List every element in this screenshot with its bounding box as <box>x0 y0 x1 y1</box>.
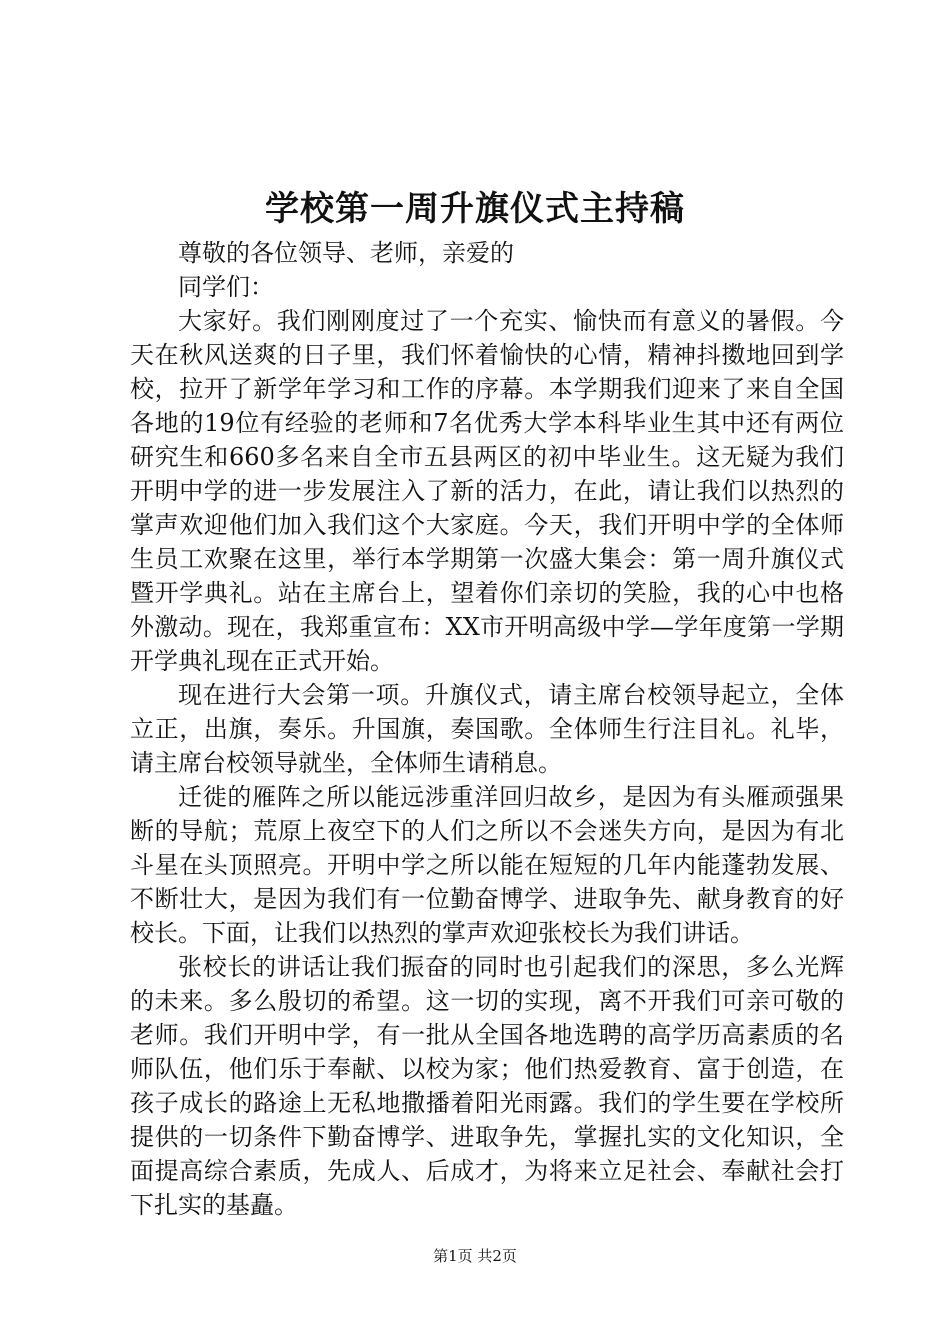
document-body <box>130 236 844 1222</box>
salutation-line-2: 同学们： <box>178 273 274 301</box>
page-footer: 第1页 共2页 <box>433 1247 517 1265</box>
salutation-line-1: 尊敬的各位领导、老师，亲爱的 <box>178 239 514 267</box>
paragraph-flag-raising: 现在进行大会第一项。升旗仪式，请主席台校领导起立，全体立正，出旗，奏乐。升国旗，奏国歌。全体师生行注目礼。礼毕，请主席台校领导就坐，全体师生请稍息。 <box>130 681 844 777</box>
paragraph-principal-intro: 迁徙的雁阵之所以能远涉重洋回归故乡，是因为有头雁顽强果断的导航；荒原上夜空下的人们之所以不会迷失方向，是因为有北斗星在头顶照亮。开明中学之所以能在短短的几年内能蓬勃发展、不断壮大，是因为我们有一位勤奋博学、进取争先、献身教育的好校长。下面，让我们以热烈的掌声欢迎张校长为我们讲话。 <box>130 783 844 947</box>
document-title: 学校第一周升旗仪式主持稿 <box>265 189 685 229</box>
paragraph-teachers: 张校长的讲话让我们振奋的同时也引起我们的深思，多么光辉的未来。多么殷切的希望。这一切的实现，离不开我们可亲可敬的老师。我们开明中学，有一批从全国各地选聘的高学历高素质的名师队伍，他们乐于奉献、以校为家；他们热爱教育、富于创造，在孩子成长的路途上无私地撒播着阳光雨露。我们的学生要在学校所提供的一切条件下勤奋博学、进取争先，掌握扎实的文化知识，全面提高综合素质，先成人、后成才，为将来立足社会、奉献社会打下扎实的基矗。 <box>130 953 844 1219</box>
paragraph-opening: 大家好。我们刚刚度过了一个充实、愉快而有意义的暑假。今天在秋风送爽的日子里，我们怀着愉快的心情，精神抖擞地回到学校，拉开了新学年学习和工作的序幕。本学期我们迎来了来自全国各地的19位有经验的老师和7名优秀大学本科毕业生其中还有两位研究生和660多名来自全市五县两区的初中毕业生。这无疑为我们开明中学的进一步发展注入了新的活力，在此，请让我们以热烈的掌声欢迎他们加入我们这个大家庭。今天，我们开明中学的全体师生员工欢聚在这里，举行本学期第一次盛大集会：第一周升旗仪式暨开学典礼。站在主席台上，望着你们亲切的笑脸，我的心中也格外激动。现在，我郑重宣布：XX市开明高级中学—学年度第一学期开学典礼现在正式开始。 <box>130 307 844 675</box>
